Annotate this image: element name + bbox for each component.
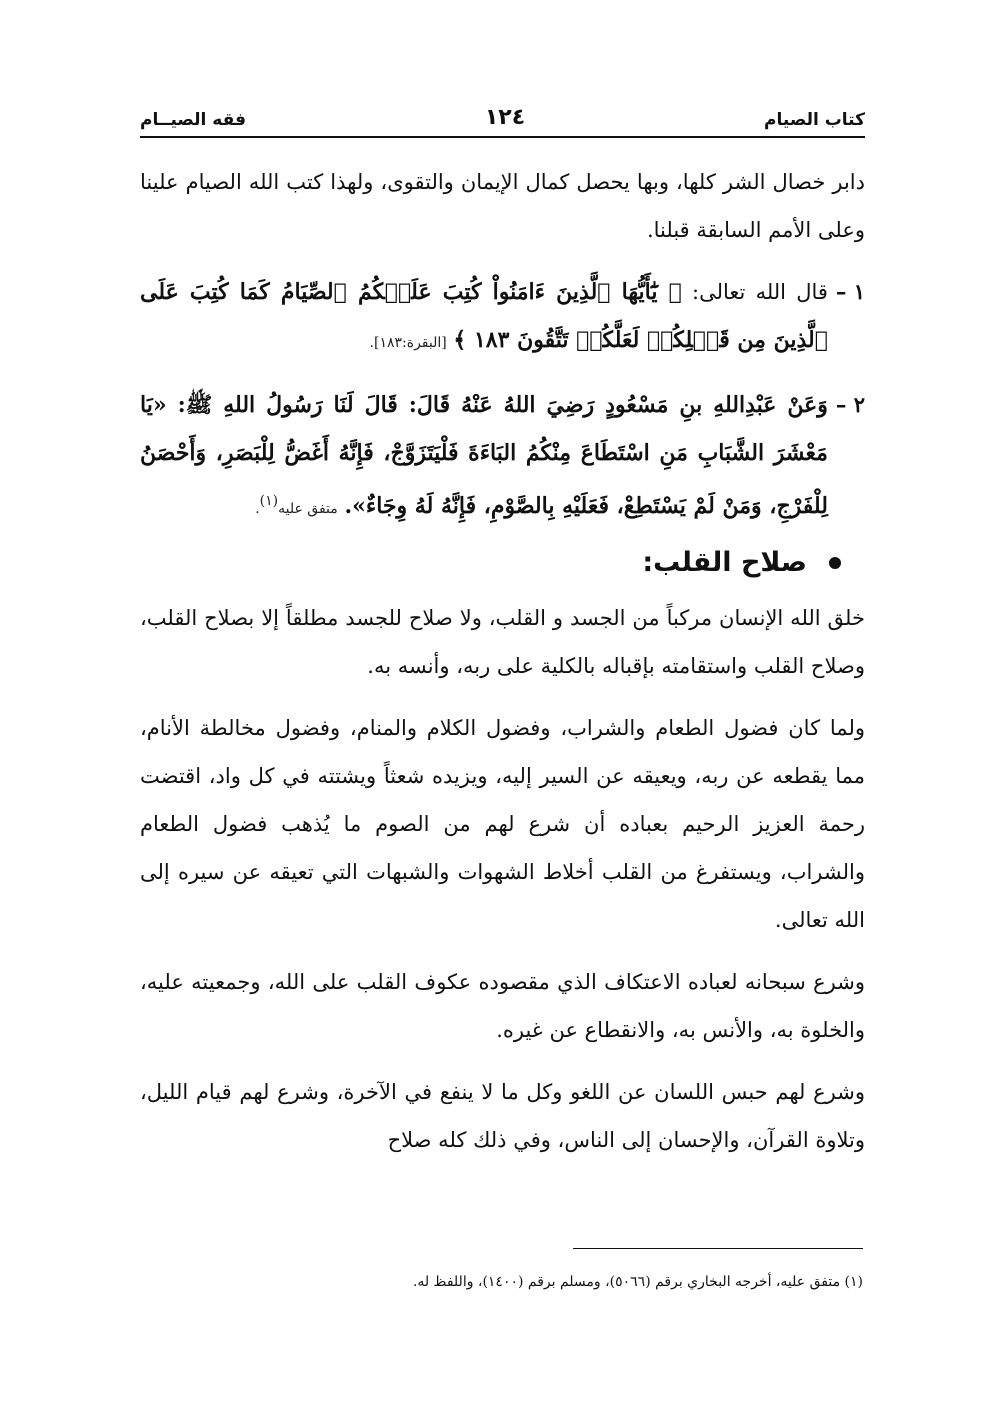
section-heading (140, 547, 865, 578)
footnote-divider (573, 1248, 863, 1249)
page-number: ١٢٤ (484, 105, 526, 130)
bullet-icon (829, 557, 841, 569)
list-item-hadith (140, 381, 865, 533)
chapter-title: فقه الصيــام (140, 110, 246, 130)
section-paragraph: وشرع سبحانه لعباده الاعتكاف الذي مقصوده عكوف القلب على الله، وجمعيته عليه، والخلوة به، والأنس به، والانقطاع عن غيره. (140, 970, 865, 1042)
list-item-quran (140, 268, 865, 367)
page-content (140, 158, 865, 1178)
hadith-text: وَعَنْ عَبْدِاللهِ بنِ مَسْعُودٍ رَضِيَ اللهُ عَنْهُ قَالَ: قَالَ لَنَا رَسُولُ اللهِ ﷺ: «يَا مَعْشَرَ الشَّبَابِ مَنِ اسْتَطَاعَ مِنْكُمُ البَاءَةَ فَلْيَتَزَوَّجْ، فَإِنَّهُ أَغَضُّ لِلْبَصَرِ، وَأَحْصَنُ لِلْفَرْجِ، وَمَنْ لَمْ يَسْتَطِعْ، فَعَلَيْهِ بِالصَّوْمِ، فَإِنَّهُ لَهُ وِجَاءٌ». (140, 392, 828, 519)
section-paragraph: ولما كان فضول الطعام والشراب، وفضول الكلام والمنام، وفضول مخالطة الأنام، مما يقطعه عن ربه، ويعيقه عن السير إليه، ويزيده شعثاً ويشتته في كل واد، اقتضت رحمة العزيز الرحيم بعباده أن شرع لهم من الصوم ما يُذهب فضول الطعام والشراب، ويستفرغ من القلب أخلاط الشهوات والشبهات التي تعيقه عن سيره إلى الله تعالى. (140, 716, 865, 932)
intro-paragraph: دابر خصال الشر كلها، وبها يحصل كمال الإيمان والتقوى، ولهذا كتب الله الصيام علينا وعلى الأمم السابقة قبلنا. (140, 170, 865, 242)
footnote-marker: (١) (259, 493, 279, 509)
verse-reference: [البقرة:١٨٣]. (369, 335, 447, 351)
item-number: ١ – (835, 279, 865, 304)
item-number: ٢ – (835, 392, 865, 417)
section-paragraph: خلق الله الإنسان مركباً من الجسد و القلب، ولا صلاح للجسد مطلقاً إلا بصلاح القلب، وصلاح القلب واستقامته بإقباله بالكلية على ربه، وأنسه به. (140, 606, 865, 678)
hadith-reference: متفق عليه (278, 501, 338, 517)
item-body: وَعَنْ عَبْدِاللهِ بنِ مَسْعُودٍ رَضِيَ اللهُ عَنْهُ قَالَ: قَالَ لَنَا رَسُولُ اللهِ ﷺ: «يَا مَعْشَرَ الشَّبَابِ مَنِ اسْتَطَاعَ مِنْكُمُ البَاءَةَ فَلْيَتَزَوَّجْ، فَإِنَّهُ أَغَضُّ لِلْبَصَرِ، وَأَحْصَنُ لِلْفَرْجِ، وَمَنْ لَمْ يَسْتَطِعْ، فَعَلَيْهِ بِالصَّوْمِ، فَإِنَّهُ لَهُ وِجَاءٌ». متفق عليه$^{(١)}$. (140, 392, 828, 519)
quran-verse: ﴿ يَٰٓأَيُّهَا ٱلَّذِينَ ءَامَنُواْ كُتِبَ عَلَيۡكُمُ ٱلصِّيَامُ كَمَا كُتِبَ عَلَى ٱلَّذِينَ مِن قَبۡلِكُمۡ لَعَلَّكُمۡ تَتَّقُونَ ١٨٣ ﴾ (140, 279, 828, 353)
page-header (140, 100, 865, 138)
section-title: صلاح القلب: (642, 547, 807, 578)
book-title: كتاب الصيام (764, 110, 865, 130)
item-body (140, 268, 828, 367)
footnote: (١) متفق عليه، أخرجه البخاري برقم (٥٠٦٦)، ومسلم برقم (١٤٠٠)، واللفظ له. (412, 1274, 863, 1290)
section-paragraph: وشرع لهم حبس اللسان عن اللغو وكل ما لا ينفع في الآخرة، وشرع لهم قيام الليل، وتلاوة القرآن، والإحسان إلى الناس، وفي ذلك كله صلاح (140, 1080, 865, 1152)
item-intro: قال الله تعالى: (692, 280, 828, 304)
